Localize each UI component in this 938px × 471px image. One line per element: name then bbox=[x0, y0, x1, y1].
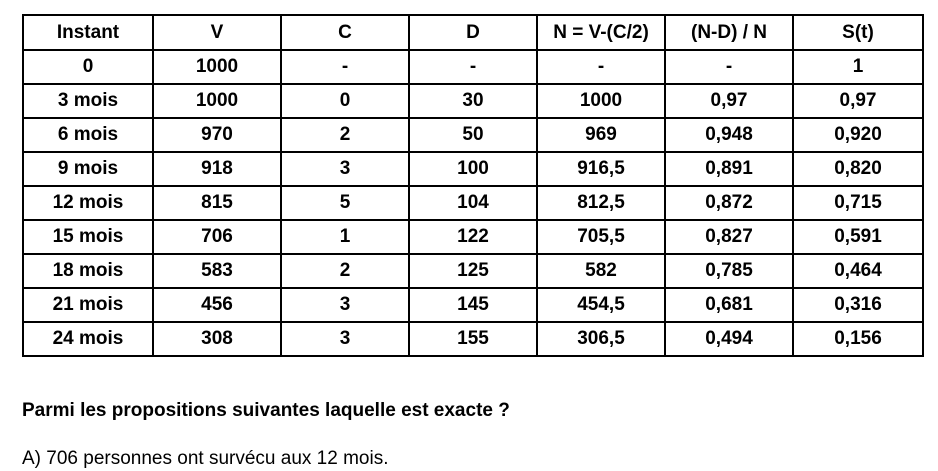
table-body bbox=[23, 50, 923, 356]
table-cell: 0,156 bbox=[793, 322, 923, 356]
table-cell: 100 bbox=[409, 152, 537, 186]
table-cell: 582 bbox=[537, 254, 665, 288]
table-cell: 5 bbox=[281, 186, 409, 220]
table-row bbox=[23, 118, 923, 152]
table-cell: 0,872 bbox=[665, 186, 793, 220]
table-cell: 0,97 bbox=[793, 84, 923, 118]
table-cell: 9 mois bbox=[23, 152, 153, 186]
table-cell: 2 bbox=[281, 254, 409, 288]
header-n: N = V-(C/2) bbox=[537, 15, 665, 50]
table-cell: 705,5 bbox=[537, 220, 665, 254]
header-v: V bbox=[153, 15, 281, 50]
option-a: A) 706 personnes ont survécu aux 12 mois. bbox=[22, 448, 389, 469]
table-cell: 15 mois bbox=[23, 220, 153, 254]
table-cell: 970 bbox=[153, 118, 281, 152]
table-cell: 155 bbox=[409, 322, 537, 356]
table-cell: 1000 bbox=[153, 50, 281, 84]
table-cell: 0,785 bbox=[665, 254, 793, 288]
table-row bbox=[23, 288, 923, 322]
table-cell: 0,591 bbox=[793, 220, 923, 254]
table-cell: - bbox=[281, 50, 409, 84]
table-cell: 1000 bbox=[153, 84, 281, 118]
table-cell: - bbox=[665, 50, 793, 84]
table-cell: 1 bbox=[281, 220, 409, 254]
table-cell: 145 bbox=[409, 288, 537, 322]
table-cell: 30 bbox=[409, 84, 537, 118]
table-cell: 306,5 bbox=[537, 322, 665, 356]
table-cell: 3 bbox=[281, 152, 409, 186]
table-cell: 815 bbox=[153, 186, 281, 220]
table-header-row bbox=[23, 15, 923, 50]
table-cell: 125 bbox=[409, 254, 537, 288]
table-cell: 0,494 bbox=[665, 322, 793, 356]
table-row bbox=[23, 152, 923, 186]
table-cell: 706 bbox=[153, 220, 281, 254]
table-cell: 0,920 bbox=[793, 118, 923, 152]
table-cell: 0,681 bbox=[665, 288, 793, 322]
table-cell: 918 bbox=[153, 152, 281, 186]
table-cell: 0,715 bbox=[793, 186, 923, 220]
table-row bbox=[23, 50, 923, 84]
table-cell: 0,464 bbox=[793, 254, 923, 288]
table-row bbox=[23, 186, 923, 220]
table-cell: 24 mois bbox=[23, 322, 153, 356]
header-st: S(t) bbox=[793, 15, 923, 50]
table-cell: 0 bbox=[281, 84, 409, 118]
survival-table bbox=[22, 14, 924, 357]
table-cell: 18 mois bbox=[23, 254, 153, 288]
table-cell: 456 bbox=[153, 288, 281, 322]
table-cell: 6 mois bbox=[23, 118, 153, 152]
table-cell: 21 mois bbox=[23, 288, 153, 322]
table-cell: - bbox=[409, 50, 537, 84]
table-cell: 583 bbox=[153, 254, 281, 288]
table-cell: 0,827 bbox=[665, 220, 793, 254]
header-c: C bbox=[281, 15, 409, 50]
header-ratio: (N-D) / N bbox=[665, 15, 793, 50]
header-instant: Instant bbox=[23, 15, 153, 50]
table-cell: 0 bbox=[23, 50, 153, 84]
table-cell: 2 bbox=[281, 118, 409, 152]
table-cell: 1 bbox=[793, 50, 923, 84]
table-cell: - bbox=[537, 50, 665, 84]
table-cell: 454,5 bbox=[537, 288, 665, 322]
table-row bbox=[23, 322, 923, 356]
table-cell: 916,5 bbox=[537, 152, 665, 186]
table-cell: 0,948 bbox=[665, 118, 793, 152]
table-row bbox=[23, 84, 923, 118]
table-row bbox=[23, 220, 923, 254]
table-cell: 0,316 bbox=[793, 288, 923, 322]
table-cell: 0,891 bbox=[665, 152, 793, 186]
table-row bbox=[23, 254, 923, 288]
question-text: Parmi les propositions suivantes laquelle est exacte ? bbox=[22, 400, 510, 421]
table-cell: 812,5 bbox=[537, 186, 665, 220]
table-cell: 0,820 bbox=[793, 152, 923, 186]
table-cell: 3 bbox=[281, 288, 409, 322]
table-cell: 0,97 bbox=[665, 84, 793, 118]
table-cell: 1000 bbox=[537, 84, 665, 118]
table-cell: 969 bbox=[537, 118, 665, 152]
table-cell: 3 mois bbox=[23, 84, 153, 118]
table-cell: 104 bbox=[409, 186, 537, 220]
table-cell: 50 bbox=[409, 118, 537, 152]
table-cell: 3 bbox=[281, 322, 409, 356]
header-d: D bbox=[409, 15, 537, 50]
table-cell: 122 bbox=[409, 220, 537, 254]
table-cell: 12 mois bbox=[23, 186, 153, 220]
table-cell: 308 bbox=[153, 322, 281, 356]
